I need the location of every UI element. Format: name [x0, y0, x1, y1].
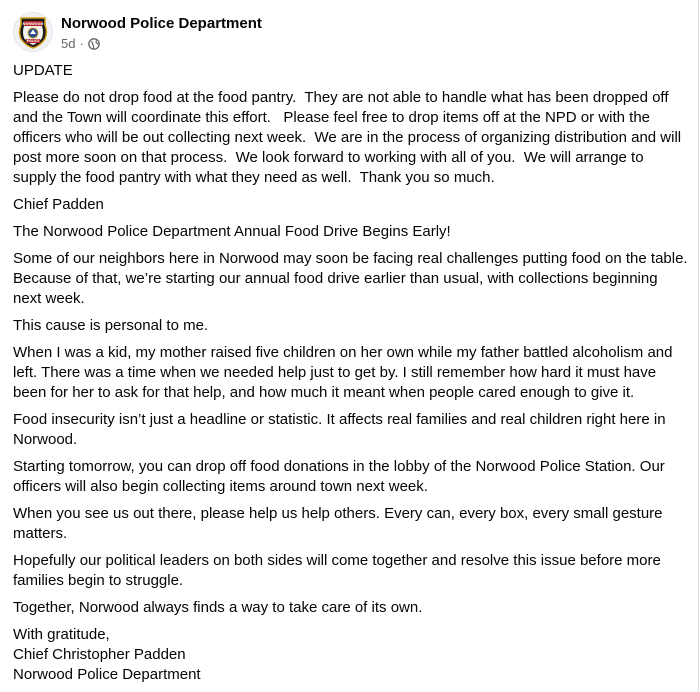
paragraph-headline: The Norwood Police Department Annual Food Drive Begins Early! — [13, 223, 451, 240]
signature-short: Chief Padden — [13, 196, 104, 213]
paragraph-childhood: When I was a kid, my mother raised five children on her own while my father battled alcoholism and left. There was a time when we needed help just to get by. I still remember how hard it must have been for her to ask for that help, and how much it meant when people cared enough to give it. — [13, 344, 677, 401]
post-subline — [61, 35, 262, 53]
badge-top-text: NORWOOD — [22, 22, 44, 26]
paragraph-help-others: When you see us out there, please help us help others. Every can, every box, every small gesture matters. — [13, 505, 667, 542]
paragraph-personal: This cause is personal to me. — [13, 317, 209, 334]
update-label: UPDATE — [13, 62, 73, 79]
signoff-name: Chief Christopher Padden — [13, 646, 186, 663]
post-meta — [61, 12, 262, 53]
page-name-link[interactable]: Norwood Police Department — [61, 15, 262, 32]
paragraph-neighbors: Some of our neighbors here in Norwood may soon be facing real challenges putting food on the table. Because of that, we’re starting our annual food drive earlier than usual, with collections beginning next week. — [13, 250, 692, 307]
post-timestamp[interactable]: 5d — [61, 36, 76, 51]
globe-icon[interactable] — [88, 38, 100, 50]
police-badge-icon — [18, 15, 48, 49]
paragraph-food-insecurity: Food insecurity isn’t just a headline or statistic. It affects real families and real children right here in Norwood. — [13, 411, 670, 448]
signoff-department: Norwood Police Department — [13, 666, 201, 683]
post-header — [13, 12, 262, 54]
paragraph-political: Hopefully our political leaders on both sides will come together and resolve this issue before more families begin to struggle. — [13, 552, 666, 589]
badge-bottom-text: POLICE — [26, 39, 40, 44]
avatar[interactable] — [13, 12, 53, 52]
separator-dot: · — [79, 36, 84, 51]
signoff-greeting: With gratitude, — [13, 626, 110, 643]
paragraph-drop-off: Starting tomorrow, you can drop off food donations in the lobby of the Norwood Police Station. Our officers will also begin collecting items around town next week. — [13, 458, 669, 495]
paragraph-together: Together, Norwood always finds a way to take care of its own. — [13, 599, 423, 616]
post-body — [13, 61, 692, 685]
paragraph-update: Please do not drop food at the food pantry. They are not able to handle what has been dropped off and the Town will coordinate this effort. Please feel free to drop items off at the NPD or with the officers who will be out collecting next week. We are in the process of organizing distribution and will post more soon on that process. We look forward to working with all of you. We will arrange to supply the food pantry with what they need as well. Thank you so much. — [13, 89, 686, 186]
